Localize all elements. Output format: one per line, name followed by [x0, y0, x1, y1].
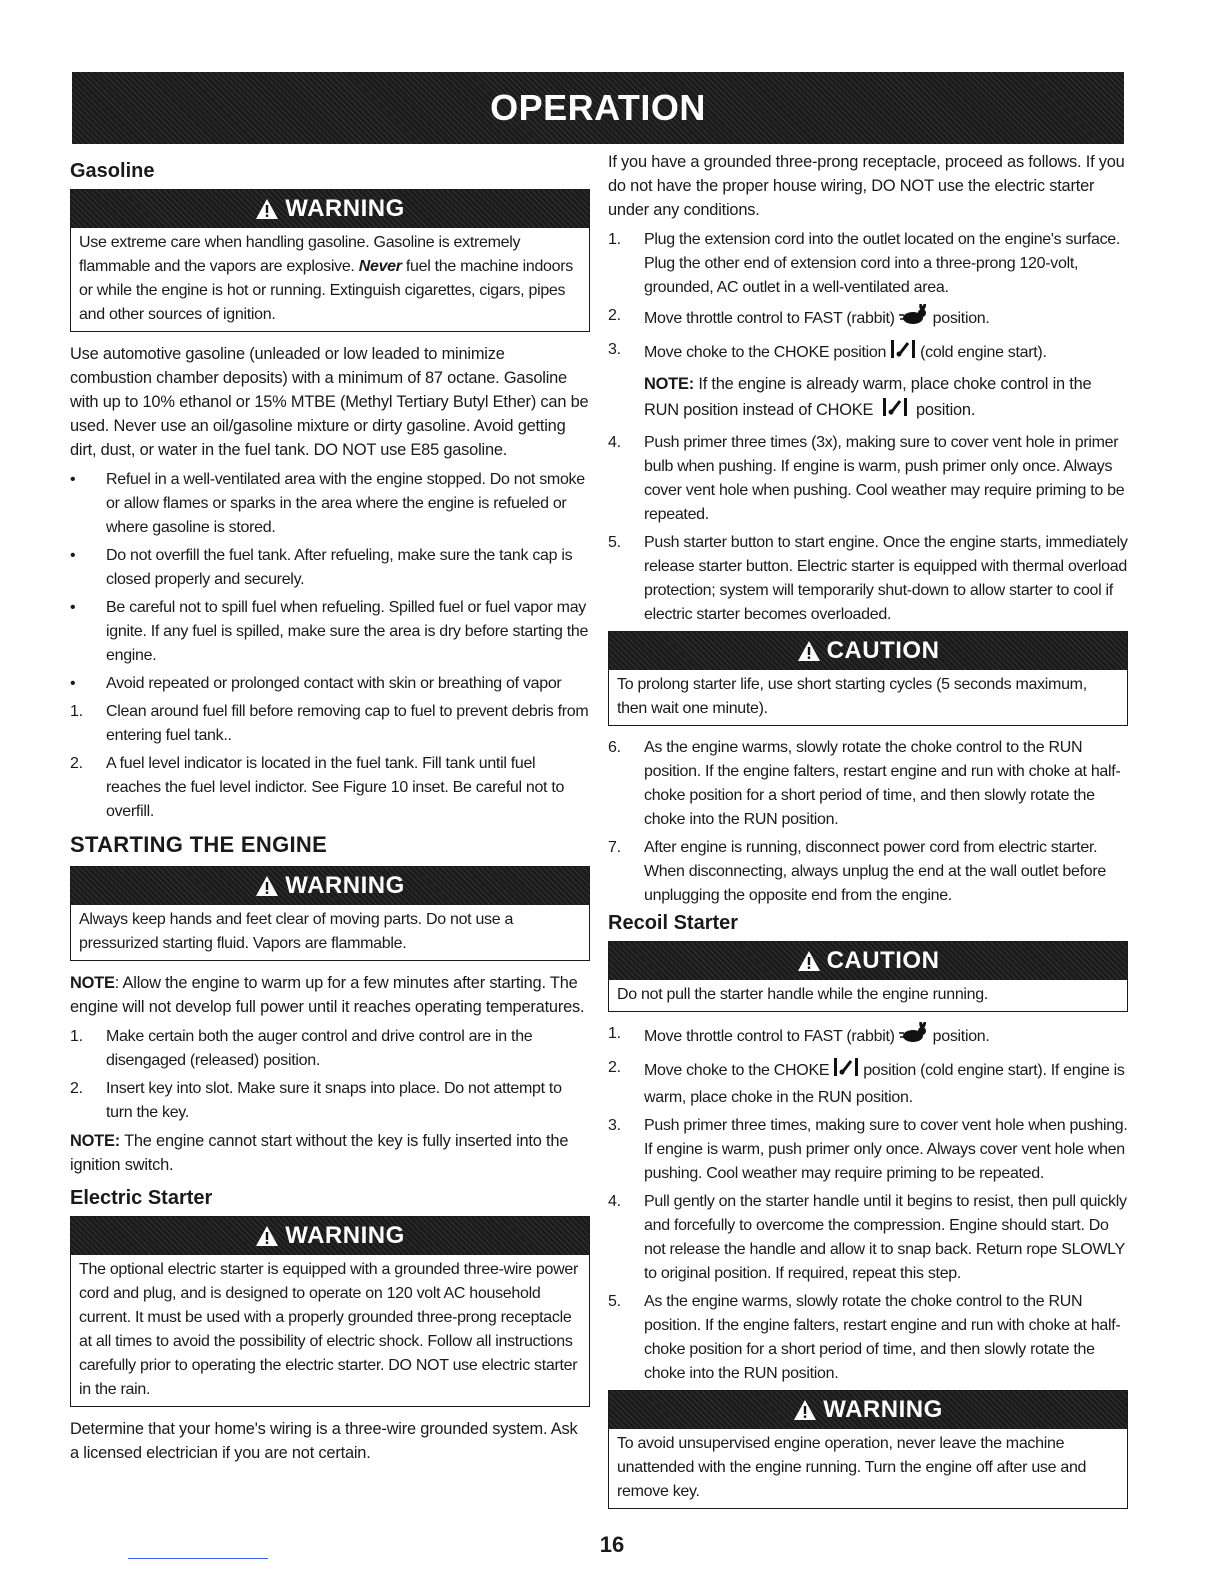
list-item: [70, 468, 590, 540]
note-warm-up: NOTE: Allow the engine to warm up for a few minutes after starting. The engine will not develop full power until it reaches operating temperatures.: [70, 974, 585, 1016]
list-item: [608, 836, 1128, 908]
rabbit-icon: [899, 1022, 929, 1052]
electric-steps-list-2: [608, 431, 1128, 627]
warning-label: WARNING: [285, 1222, 405, 1249]
step-number: 5.: [608, 1293, 621, 1310]
list-item-text: Be careful not to spill fuel when refueling. Spilled fuel or fuel vapor may ignite. If any fuel is spilled, make sure the area is dry before starting the engine.: [106, 599, 589, 664]
caution-box-starter: [608, 631, 1128, 726]
right-column: [608, 150, 1128, 1519]
list-item-text: As the engine warms, slowly rotate the choke control to the RUN position. If the engine falters, restart engine and run with choke at half-choke position for a short period of time, and then slowly rotate the choke into the RUN position.: [644, 739, 1121, 828]
list-item: [608, 1190, 1128, 1286]
list-item-text: After engine is running, disconnect power cord from electric starter. When disconnecting, always unplug the end at the wall outlet before unplugging the opposite end from the engine.: [644, 839, 1106, 904]
caution-label: CAUTION: [826, 947, 940, 974]
caution-header: [609, 632, 1127, 670]
list-item-text: Pull gently on the starter handle until it begins to resist, then pull quickly and forcefully to overcome the compression. Engine should start. Do not release the handle and allow it to snap back. Return rope SLOWLY to original position. If required, repeat this step.: [644, 1193, 1127, 1282]
warning-label: WARNING: [285, 872, 405, 899]
choke-icon: [833, 1056, 859, 1086]
warning-text: To avoid unsupervised engine operation, never leave the machine unattended with the engine running. Turn the engine off after use and remove key.: [617, 1435, 1087, 1500]
list-item: [70, 544, 590, 592]
list-item-text: [644, 1056, 1128, 1110]
warning-header: [71, 190, 589, 228]
caution-label: CAUTION: [826, 637, 940, 664]
warning-text: The optional electric starter is equipped with a grounded three-wire power cord and plug, and is designed to operate on 120 volt AC household current. It must be used with a properly grounded three-prong receptacle at all times to avoid the possibility of electric shock. Follow all instructions carefully prior to operating the electric starter. DO NOT use electric starter in the rain.: [79, 1261, 578, 1398]
list-item-text: Refuel in a well-ventilated area with the engine stopped. Do not smoke or allow flames or sparks in the area where the engine is refueled or where gasoline is stored.: [106, 471, 585, 536]
list-item: [70, 752, 590, 824]
wiring-paragraph: Determine that your home's wiring is a three-wire grounded system. Ask a licensed electrician if you are not certain.: [70, 1420, 578, 1462]
alert-triangle-icon: [255, 198, 279, 220]
page-title: OPERATION: [490, 87, 706, 128]
list-item: [70, 596, 590, 668]
warning-text: Use extreme care when handling gasoline. Gasoline is extremely flammable and the vapors are explosive. Never fuel the machine indoors or while the engine is hot or running. Extinguish cigarettes, cigars, pipes and other sources of ignition.: [79, 234, 573, 323]
electric-steps-list-3: [608, 736, 1128, 908]
step-number: 3.: [608, 1117, 621, 1134]
step-text: Move choke to the CHOKE position: [644, 344, 887, 362]
warning-box-electric: [70, 1216, 590, 1407]
bullet-icon: •: [70, 471, 76, 488]
bullet-icon: •: [70, 599, 76, 616]
step-number: 1.: [70, 1028, 83, 1045]
note-choke: NOTE: If the engine is already warm, place choke control in the RUN position instead of CHOKE position.: [608, 372, 1128, 425]
alert-triangle-icon: [797, 640, 821, 662]
list-item: [70, 672, 590, 696]
list-item: [608, 736, 1128, 832]
list-item: [70, 700, 590, 748]
electric-intro: If you have a grounded three-prong receptacle, proceed as follows. If you do not have the proper house wiring, DO NOT use the electric starter under any conditions.: [608, 153, 1125, 219]
left-column: [70, 150, 590, 1471]
step-number: 4.: [608, 434, 621, 451]
step-text: position (cold engine start). If engine is warm, place choke in the RUN position.: [644, 1062, 1125, 1106]
warning-box-gasoline: [70, 189, 590, 332]
step-text: position.: [932, 310, 990, 328]
alert-triangle-icon: [793, 1399, 817, 1421]
caution-header: [609, 942, 1127, 980]
list-item: [608, 431, 1128, 527]
list-item-text: Push primer three times, making sure to cover vent hole when pushing. If engine is warm, push primer only once. Always cover vent hole when pushing. Cool weather may require priming to be repeated.: [644, 1117, 1128, 1182]
step-text: Move choke to the CHOKE: [644, 1062, 830, 1080]
rabbit-icon: [899, 304, 929, 334]
bullet-icon: •: [70, 547, 76, 564]
choke-icon: [882, 396, 908, 425]
list-item-text: A fuel level indicator is located in the fuel tank. Fill tank until fuel reaches the fuel level indictor. See Figure 10 inset. Be careful not to overfill.: [106, 755, 565, 820]
step-number: 4.: [608, 1193, 621, 1210]
warning-text: Always keep hands and feet clear of moving parts. Do not use a pressurized starting fluid. Vapors are flammable.: [79, 911, 514, 952]
list-item: [70, 1025, 590, 1073]
choke-icon: [890, 338, 916, 368]
gasoline-heading: Gasoline: [70, 160, 155, 182]
recoil-starter-heading: Recoil Starter: [608, 912, 739, 934]
list-item: [608, 1056, 1128, 1110]
list-item-text: [644, 228, 1128, 300]
list-item: [608, 1022, 1128, 1052]
recoil-steps-list: [608, 1022, 1128, 1110]
note-key: NOTE: The engine cannot start without the key is fully inserted into the ignition switch.: [70, 1132, 569, 1174]
step-number: 2.: [608, 1059, 621, 1076]
list-item-text: Push starter button to start engine. Once the engine starts, immediately release starter button. Electric starter is equipped with thermal overload protection; system will temporarily shut-down to allow starter to cool if electric starter becomes overloaded.: [644, 534, 1128, 623]
warning-box-unattended: [608, 1390, 1128, 1509]
section-banner: [72, 72, 1124, 144]
list-item-text: [644, 338, 1128, 368]
list-item-text: Push primer three times (3x), making sure to cover vent hole in primer bulb when pushing. If engine is warm, push primer only once. Always cover vent hole when pushing. Cool weather may require priming to be repeated.: [644, 434, 1125, 523]
list-item-text: [644, 1022, 1128, 1052]
step-text: position.: [932, 1028, 990, 1046]
list-item: [608, 304, 1128, 334]
list-item: [608, 531, 1128, 627]
list-item-text: Avoid repeated or prolonged contact with skin or breathing of vapor: [106, 675, 562, 692]
step-number: 5.: [608, 534, 621, 551]
list-item: [608, 1290, 1128, 1386]
electric-steps-list: [608, 228, 1128, 368]
list-item: [608, 338, 1128, 368]
step-number: 1.: [608, 1025, 621, 1042]
gasoline-steps-list: [70, 700, 590, 824]
step-text: Move throttle control to FAST (rabbit): [644, 310, 895, 328]
starting-steps-list: [70, 1025, 590, 1125]
step-number: 7.: [608, 839, 621, 856]
warning-header: [71, 1217, 589, 1255]
caution-text: Do not pull the starter handle while the engine running.: [617, 986, 989, 1003]
list-item-text: Make certain both the auger control and drive control are in the disengaged (released) position.: [106, 1028, 533, 1069]
list-item: [70, 1077, 590, 1125]
list-item-text: [644, 304, 1128, 334]
warning-box-starting: [70, 866, 590, 961]
page-number: 16: [599, 1532, 625, 1557]
alert-triangle-icon: [255, 875, 279, 897]
step-number: 2.: [70, 755, 83, 772]
bullet-icon: •: [70, 675, 76, 692]
alert-triangle-icon: [797, 950, 821, 972]
caution-box-recoil: [608, 941, 1128, 1012]
list-item: [608, 1114, 1128, 1186]
step-text: Plug the extension cord into the outlet located on the engine's surface. Plug the other end of extension cord into a three-prong 120-volt, grounded, AC outlet in a well-ventilated area.: [644, 231, 1121, 296]
step-number: 1.: [608, 231, 621, 248]
warning-header: [71, 867, 589, 905]
step-number: 2.: [608, 307, 621, 324]
electric-starter-heading: Electric Starter: [70, 1187, 213, 1209]
step-number: 6.: [608, 739, 621, 756]
starting-engine-heading: STARTING THE ENGINE: [70, 832, 328, 857]
warning-header: [609, 1391, 1127, 1429]
gasoline-paragraph: Use automotive gasoline (unleaded or low leaded to minimize combustion chamber deposits) with a minimum of 87 octane. Gasoline with up to 10% ethanol or 15% MTBE (Methyl Tertiary Butyl Ether) can be used. Never use an oil/gasoline mixture or dirty gasoline. Avoid getting dirt, dust, or water in the fuel tank. DO NOT use E85 gasoline.: [70, 345, 589, 459]
step-text: (cold engine start).: [920, 344, 1047, 362]
step-number: 2.: [70, 1080, 83, 1097]
alert-triangle-icon: [255, 1225, 279, 1247]
warning-label: WARNING: [823, 1396, 943, 1423]
list-item-text: Insert key into slot. Make sure it snaps into place. Do not attempt to turn the key.: [106, 1080, 562, 1121]
caution-text: To prolong starter life, use short starting cycles (5 seconds maximum, then wait one minute).: [617, 676, 1087, 717]
step-number: 1.: [70, 703, 83, 720]
list-item: [608, 228, 1128, 300]
recoil-steps-list-2: [608, 1114, 1128, 1386]
footer-rule: [128, 1558, 268, 1559]
list-item-text: Do not overfill the fuel tank. After refueling, make sure the tank cap is closed properly and securely.: [106, 547, 573, 588]
step-number: 3.: [608, 341, 621, 358]
gasoline-bullet-list: [70, 468, 590, 696]
step-text: Move throttle control to FAST (rabbit): [644, 1028, 895, 1046]
list-item-text: As the engine warms, slowly rotate the choke control to the RUN position. If the engine falters, restart engine and run with choke at half-choke position for a short period of time, and then slowly rotate the choke into the RUN position.: [644, 1293, 1121, 1382]
warning-label: WARNING: [285, 195, 405, 222]
list-item-text: Clean around fuel fill before removing cap to fuel to prevent debris from entering fuel tank..: [106, 703, 589, 744]
